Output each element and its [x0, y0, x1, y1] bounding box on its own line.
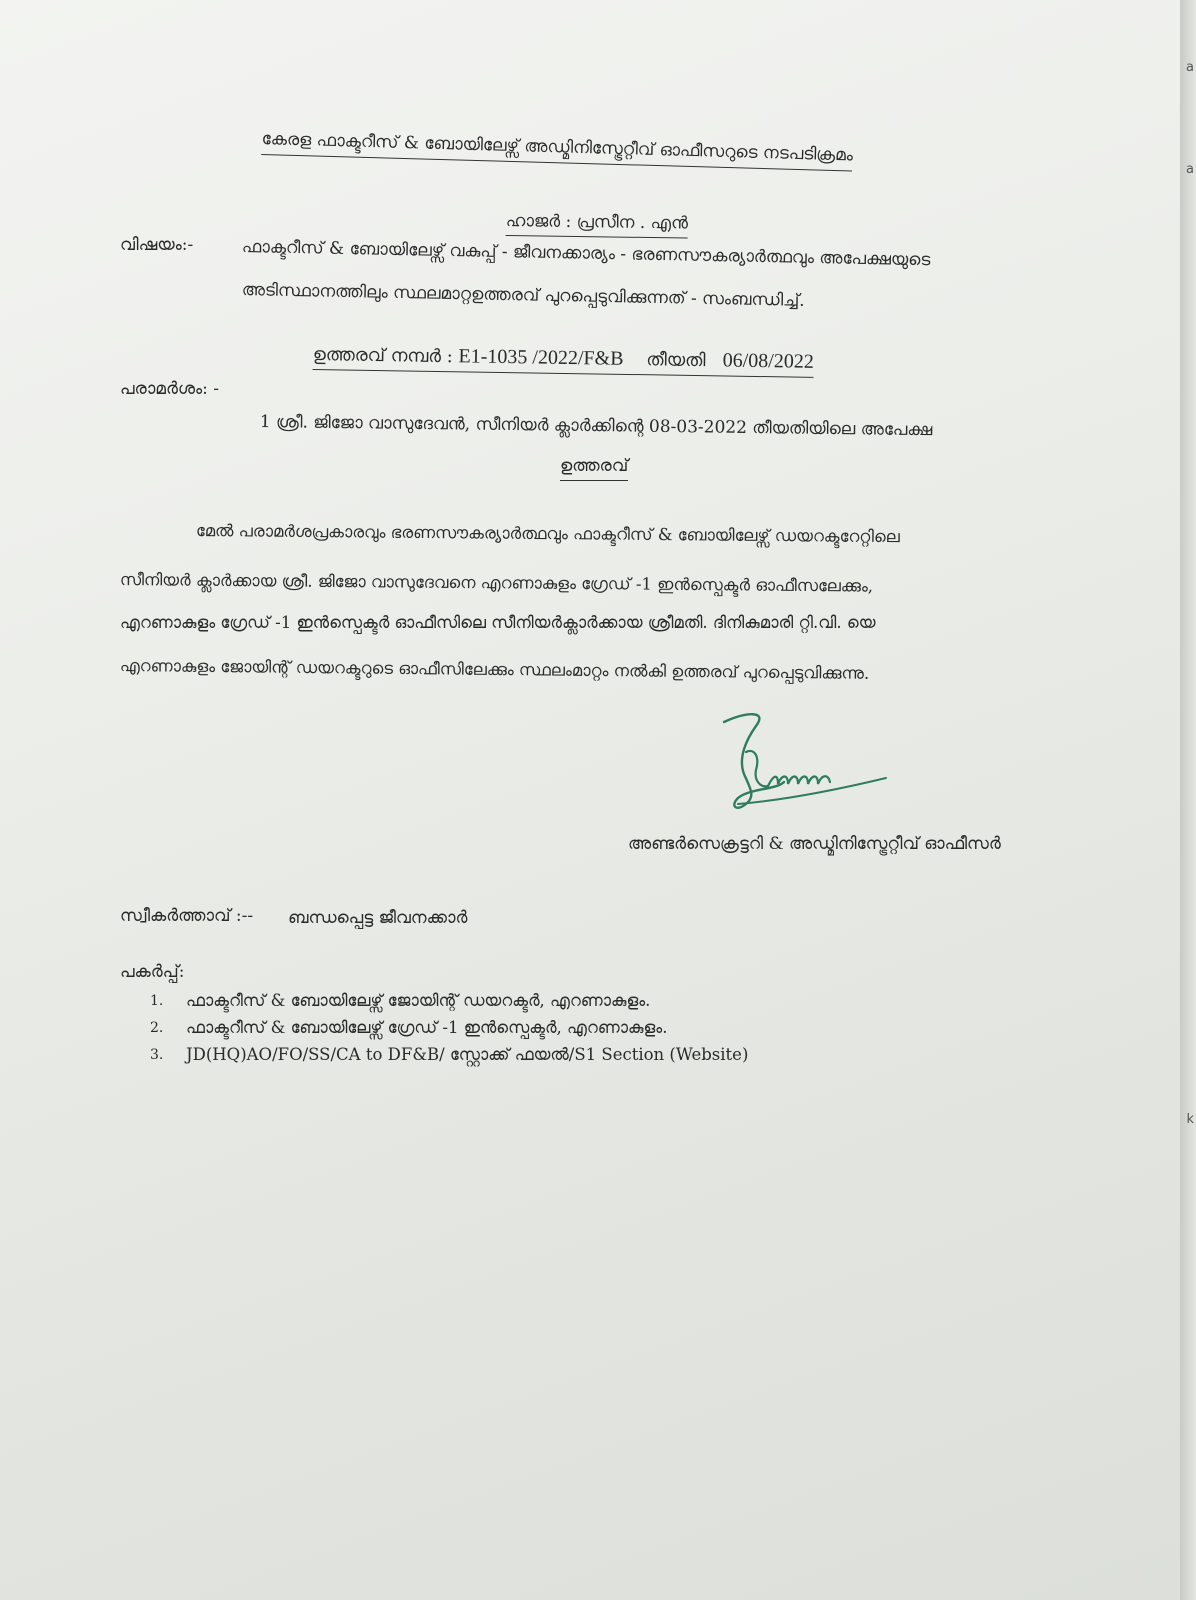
list-text: JD(HQ)AO/FO/SS/CA to DF&B/ സ്റ്റോക്ക് ഫയൽ/S1 Section (Website): [186, 1045, 749, 1064]
body-line-4: എറണാകുളം ജോയിന്റ് ഡയറക്ടറുടെ ഓഫീസിലേക്കും സ്ഥലംമാറ്റം നൽകി ഉത്തരവ് പുറപ്പെടുവിക്കുന്നു.: [119, 655, 870, 683]
signatory-designation: അണ്ടർസെക്രട്ടറി & അഡ്മിനിസ്ട്രേറ്റീവ് ഓഫീസർ: [628, 834, 1001, 854]
body-line-2: സീനിയർ ക്ലാർക്കായ ശ്രീ. ജിജോ വാസുദേവനെ എറണാകുളം ഗ്രേഡ് -1 ഇൻസ്പെക്ടർ ഓഫീസലേക്കും,: [119, 569, 874, 596]
list-number: 1.: [150, 993, 164, 1009]
order-number: E1-1035 /2022/F&B: [458, 345, 624, 370]
subject-label: വിഷയം:-: [120, 235, 194, 255]
list-text: ഫാക്ടറീസ് & ബോയിലേഴ്സ് ജോയിന്റ് ഡയറക്ടർ, എറണാകുളം.: [186, 991, 651, 1010]
list-number: 2.: [150, 1020, 164, 1036]
order-date: 06/08/2022: [722, 349, 814, 373]
list-number: 3.: [150, 1047, 164, 1063]
recipient-label: സ്വീകർത്താവ് :--: [120, 906, 254, 926]
list-item: [150, 1044, 748, 1071]
list-item: [150, 1017, 748, 1044]
subject-line-2: അടിസ്ഥാനത്തിലും സ്ഥലമാറ്റഉത്തരവ് പുറപ്പെടുവിക്കുന്നത് - സംബന്ധിച്ച്.: [241, 279, 805, 311]
recipient: ബന്ധപ്പെട്ട ജീവനക്കാർ: [288, 908, 468, 928]
body-line-3: എറണാകുളം ഗ്രേഡ് -1 ഇൻസ്പെക്ടർ ഓഫീസിലെ സീനിയർക്ലാർക്കായ ശ്രീമതി. ദിനികുമാരി റ്റി.വി. യെ: [120, 613, 876, 632]
reference-text: 1 ശ്രീ. ജിജോ വാസുദേവൻ, സീനിയർ ക്ലാർക്കിന്റെ 08-03-2022 തീയതിയിലെ അപേക്ഷ: [259, 411, 933, 441]
date-label: തീയതി: [646, 349, 706, 372]
copy-list: [150, 990, 748, 1071]
document-heading: കേരള ഫാക്ടറീസ് & ബോയിലേഴ്സ് അഡ്മിനിസ്ട്രേറ്റീവ് ഓഫീസറുടെ നടപടിക്രമം: [261, 128, 853, 172]
list-item: [150, 990, 748, 1017]
edge-mark: a: [1186, 60, 1194, 75]
order-number-label: ഉത്തരവ് നമ്പർ :: [312, 343, 453, 368]
subject-line-1: ഫാക്ടറീസ് & ബോയിലേഴ്സ് വകുപ്പ് - ജീവനക്കാര്യം - ഭരണസൗകര്യാർത്ഥവും അപേക്ഷയുടെ: [241, 236, 931, 271]
edge-mark: k: [1186, 1112, 1194, 1127]
list-text: ഫാക്ടറീസ് & ബോയിലേഴ്സ് ഗ്രേഡ് -1 ഇൻസ്പെക്ടർ, എറണാകുളം.: [186, 1018, 668, 1037]
signature-icon: [716, 708, 906, 818]
edge-mark: a: [1186, 162, 1194, 177]
present-officer: ഹാജർ : പ്രസീന . എൻ: [506, 210, 688, 239]
order-number-line: [313, 343, 814, 378]
underlying-page-edge: [1180, 0, 1196, 1600]
copy-label: പകർപ്പ്:: [120, 962, 185, 982]
order-title: ഉത്തരവ്: [560, 455, 628, 481]
reference-label: പരാമർശം: -: [120, 379, 220, 399]
body-line-1: മേൽ പരാമർശപ്രകാരവും ഭരണസൗകര്യാർത്ഥവും ഫാക്ടറീസ് & ബോയിലേഴ്സ് ഡയറക്ടറേറ്റിലെ: [195, 520, 900, 547]
